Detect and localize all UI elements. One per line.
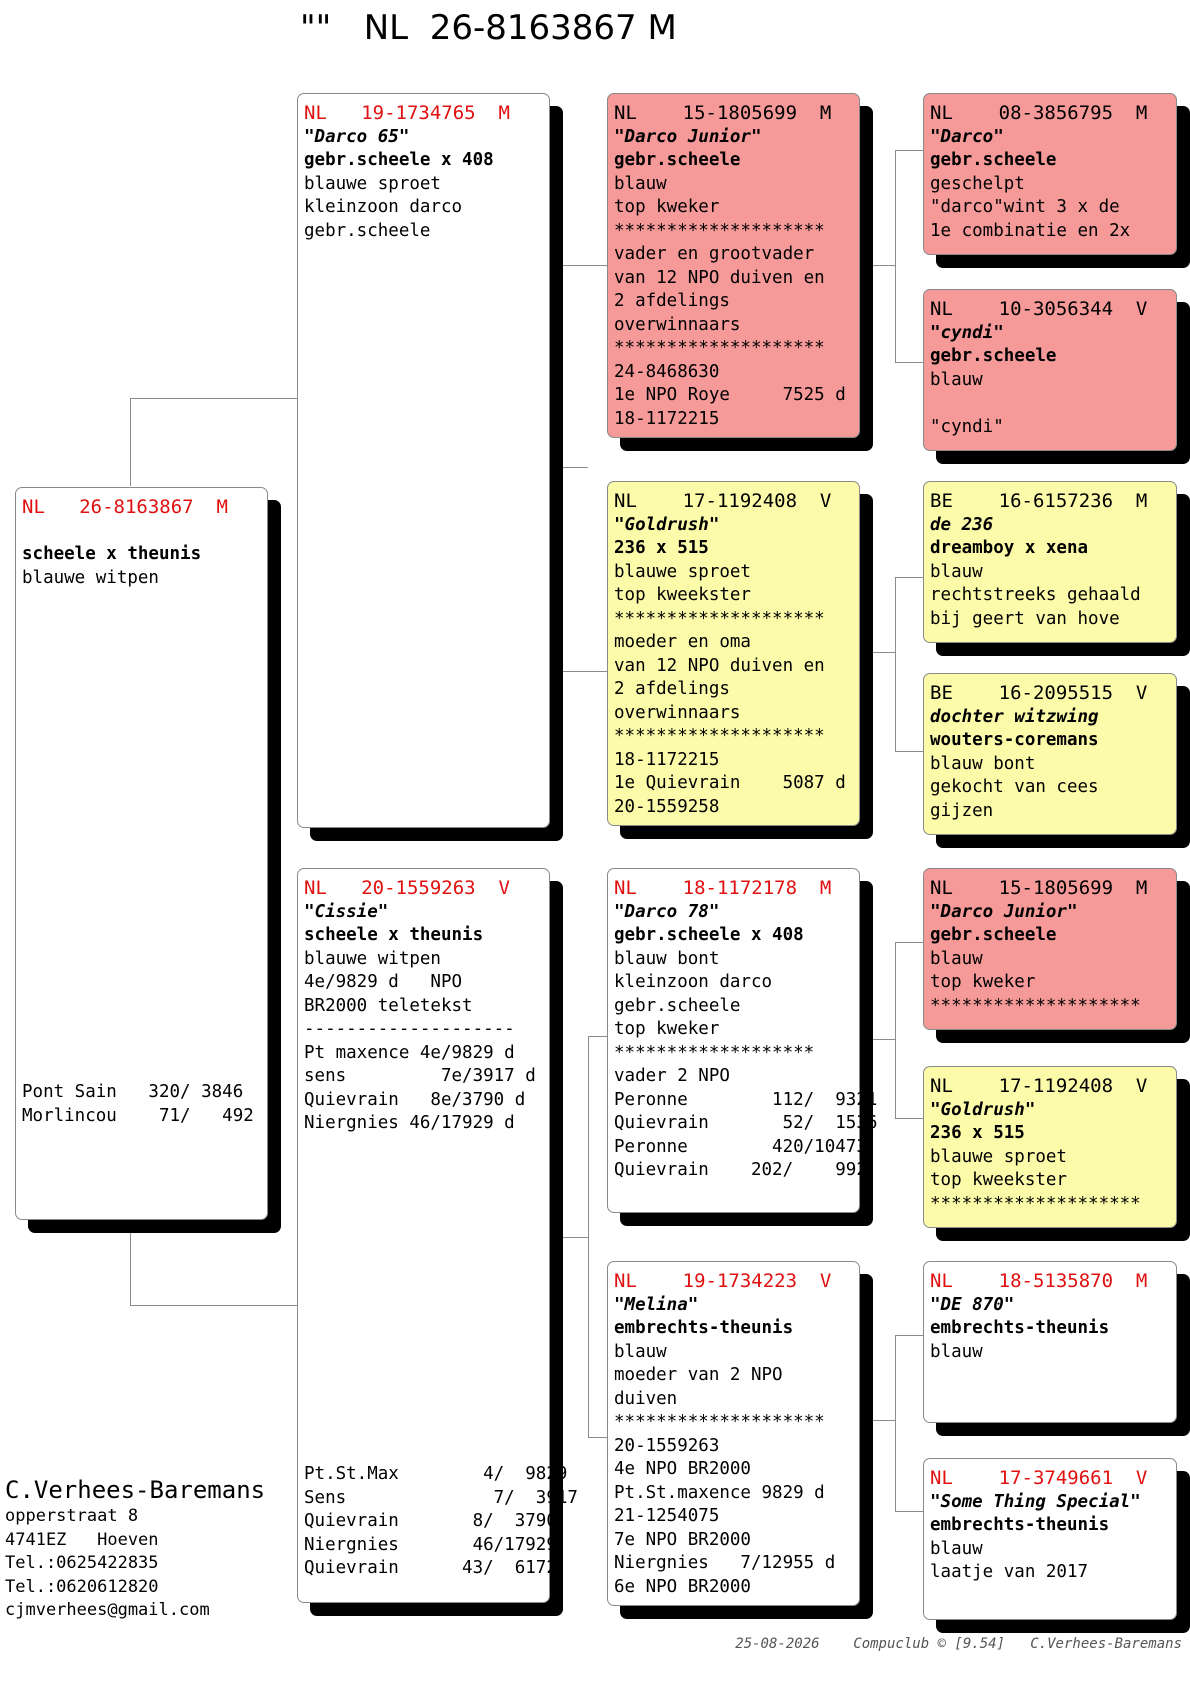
- pigeon-card-main: [15, 487, 268, 1220]
- pigeon-line: ********************: [614, 1412, 825, 1432]
- connector-line: [560, 671, 607, 672]
- race-result-line: Niergnies 46/17929: [304, 1534, 557, 1555]
- pigeon-line: 1e combinatie en 2x: [930, 220, 1131, 241]
- pigeon-line: ********************: [614, 608, 825, 629]
- pigeon-line: moeder van 2 NPO: [614, 1365, 783, 1385]
- pigeon-card-mf: [607, 868, 878, 1213]
- pigeon-line: [930, 392, 1171, 416]
- pigeon-line: gebr.scheele: [930, 150, 1057, 170]
- pigeon-line: gebr.scheele: [930, 346, 1057, 366]
- connector-line: [868, 1420, 895, 1421]
- pigeon-line: gebr.scheele: [930, 925, 1057, 945]
- pigeon-line: Niergnies 46/17929 d: [304, 1113, 515, 1133]
- race-result-line: Quievrain 43/ 6172: [304, 1558, 557, 1578]
- pigeon-line: gekocht van cees: [930, 777, 1099, 797]
- pigeon-card-mm: [607, 1261, 860, 1606]
- pigeon-line: top kweekster: [930, 1170, 1067, 1190]
- pigeon-line: 6e NPO BR2000: [614, 1576, 751, 1597]
- pedigree-title: "" NL 26-8163867 M: [300, 8, 677, 48]
- pigeon-line: 7e NPO BR2000: [614, 1529, 751, 1550]
- pigeon-line: ********************: [614, 220, 825, 241]
- pigeon-name: "Darco Junior": [614, 126, 762, 147]
- pigeon-ring-number: NL 19-1734223 V: [614, 1270, 832, 1292]
- pigeon-line: BR2000 teletekst: [304, 995, 473, 1016]
- pigeon-line: kleinzoon darco: [304, 197, 463, 217]
- pigeon-card-fff: [923, 93, 1177, 255]
- pigeon-line: scheele x theunis: [22, 544, 202, 564]
- connector-line: [895, 751, 923, 752]
- connector-line: [895, 150, 923, 151]
- pigeon-name: "Darco 65": [304, 126, 410, 147]
- race-result-line: Pt.St.Max 4/ 9829: [304, 1464, 568, 1484]
- pigeon-line: bij geert van hove: [930, 608, 1120, 629]
- connector-line: [868, 265, 895, 266]
- connector-line: [895, 362, 923, 363]
- owner-email: cjmverhees@gmail.com: [5, 1600, 210, 1620]
- pigeon-line: ********************: [614, 338, 825, 358]
- pigeon-line: blauw: [930, 561, 983, 582]
- pigeon-line: *******************: [614, 1042, 815, 1063]
- pigeon-line: 20-1559258: [614, 796, 720, 817]
- pigeon-line: 24-8468630: [614, 361, 720, 382]
- pigeon-line: 4e NPO BR2000: [614, 1459, 751, 1479]
- connector-line: [895, 577, 923, 578]
- pigeon-line: gijzen: [930, 800, 994, 821]
- pigeon-card-fmf: [923, 481, 1177, 643]
- race-results: [22, 1081, 263, 1128]
- pigeon-line: blauw: [930, 948, 983, 969]
- pigeon-line: --------------------: [304, 1019, 515, 1039]
- pigeon-ring-number: NL 19-1734765 M: [304, 102, 510, 124]
- pigeon-line: 1e Quievrain 5087 d: [614, 773, 846, 793]
- pigeon-line: blauw bont: [930, 753, 1036, 774]
- pigeon-line: gebr.scheele: [614, 150, 741, 170]
- race-result-line: Pont Sain 320/ 3846: [22, 1082, 244, 1102]
- pigeon-line: blauwe sproet: [930, 1146, 1067, 1167]
- pigeon-line: gebr.scheele x 408: [304, 150, 494, 170]
- pigeon-name: "Darco": [930, 126, 1004, 147]
- connector-line: [130, 1305, 297, 1306]
- race-results: [304, 1463, 578, 1581]
- owner-phone: Tel.:0625422835: [5, 1553, 159, 1573]
- pigeon-ring-number: NL 18-1172178 M: [614, 877, 832, 899]
- pigeon-name: dochter witzwing: [930, 706, 1099, 727]
- pigeon-line: gebr.scheele: [304, 220, 431, 241]
- pigeon-line: top kweker: [614, 197, 720, 217]
- pigeon-line: 4e/9829 d NPO: [304, 972, 463, 992]
- connector-line: [895, 942, 923, 943]
- connector-line: [130, 398, 297, 399]
- footer-credits: 25-08-2026 Compuclub © [9.54] C.Verhees-Baremans: [735, 1636, 1182, 1652]
- connector-line: [560, 265, 561, 671]
- pigeon-line: blauwe sproet: [304, 173, 441, 194]
- pigeon-line: top kweekster: [614, 585, 751, 605]
- pigeon-line: "cyndi": [930, 416, 1004, 437]
- connector-line: [560, 1237, 588, 1238]
- pigeon-line: geschelpt: [930, 173, 1025, 194]
- pigeon-line: gebr.scheele: [614, 995, 741, 1016]
- owner-street: opperstraat 8: [5, 1506, 139, 1526]
- pigeon-line: dreamboy x xena: [930, 538, 1089, 558]
- pigeon-line: 2 afdelings: [614, 679, 730, 699]
- pigeon-line: 21-1254075: [614, 1506, 720, 1526]
- pigeon-line: blauwe sproet: [614, 561, 751, 582]
- connector-line: [895, 1335, 923, 1336]
- pigeon-name: "Goldrush": [930, 1099, 1036, 1120]
- pigeon-name: "Cissie": [304, 901, 389, 922]
- pigeon-line: 236 x 515: [614, 538, 709, 558]
- pigeon-line: top kweker: [930, 972, 1036, 992]
- pigeon-card-fmm: [923, 673, 1177, 835]
- pigeon-line: Quievrain 52/ 1536: [614, 1113, 878, 1133]
- pigeon-line: [22, 520, 262, 544]
- pigeon-line: moeder en oma: [614, 632, 751, 652]
- pigeon-line: wouters-coremans: [930, 730, 1099, 750]
- pigeon-card-mff: [923, 868, 1177, 1030]
- pigeon-line: ********************: [930, 995, 1141, 1016]
- pigeon-card-mfm: [923, 1066, 1177, 1228]
- pigeon-line: vader 2 NPO: [614, 1066, 730, 1086]
- pigeon-line: Quievrain 8e/3790 d: [304, 1089, 526, 1110]
- pigeon-line: 18-1172215: [614, 408, 720, 429]
- pigeon-ring-number: NL 10-3056344 V: [930, 298, 1148, 320]
- pigeon-name: "Darco Junior": [930, 901, 1078, 922]
- pigeon-line: Niergnies 7/12955 d: [614, 1553, 836, 1573]
- pigeon-name: "Darco 78": [614, 901, 720, 922]
- pigeon-line: "darco"wint 3 x de: [930, 197, 1120, 217]
- pigeon-name: de 236: [930, 514, 994, 535]
- pigeon-line: van 12 NPO duiven en: [614, 655, 825, 676]
- pigeon-line: blauwe witpen: [304, 948, 441, 969]
- pigeon-line: rechtstreeks gehaald: [930, 585, 1141, 605]
- pigeon-ring-number: NL 20-1559263 V: [304, 877, 510, 899]
- pigeon-ring-number: BE 16-6157236 M: [930, 490, 1148, 512]
- pigeon-line: 20-1559263: [614, 1435, 720, 1456]
- pigeon-line: blauw: [930, 369, 983, 390]
- owner-phone: Tel.:0620612820: [5, 1576, 159, 1597]
- pigeon-line: overwinnaars: [614, 314, 741, 335]
- connector-line: [588, 1036, 607, 1037]
- pigeon-line: Pt maxence 4e/9829 d: [304, 1042, 515, 1063]
- pigeon-line: scheele x theunis: [304, 925, 484, 945]
- connector-line: [868, 1039, 895, 1040]
- owner-city: 4741EZ Hoeven: [5, 1529, 159, 1550]
- connector-line: [895, 577, 896, 751]
- race-result-line: Morlincou 71/ 492: [22, 1105, 254, 1126]
- pigeon-name: "Goldrush": [614, 514, 720, 535]
- connector-line: [560, 265, 607, 266]
- pigeon-line: top kweker: [614, 1019, 720, 1039]
- pigeon-card-ff: [607, 93, 860, 438]
- pigeon-card-mmf: [923, 1261, 1177, 1423]
- pigeon-ring-number: BE 16-2095515 V: [930, 682, 1148, 704]
- pigeon-card-ffm: [923, 289, 1177, 451]
- connector-line: [895, 1335, 896, 1511]
- card-lines: [22, 496, 262, 590]
- pigeon-line: Peronne 112/ 9321: [614, 1089, 878, 1110]
- pigeon-line: kleinzoon darco: [614, 972, 773, 992]
- pigeon-line: Pt.St.maxence 9829 d: [614, 1482, 825, 1503]
- pigeon-line: duiven: [614, 1388, 678, 1409]
- pigeon-line: ********************: [930, 1193, 1141, 1214]
- pigeon-line: van 12 NPO duiven en: [614, 267, 825, 288]
- pigeon-line: embrechts-theunis: [930, 1318, 1110, 1338]
- pigeon-name: "cyndi": [930, 322, 1004, 343]
- connector-line: [895, 150, 896, 362]
- pigeon-card-fm: [607, 481, 860, 826]
- pigeon-ring-number: NL 26-8163867 M: [22, 496, 228, 518]
- pigeon-line: Peronne 420/10473: [614, 1136, 867, 1157]
- owner-name: C.Verhees-Baremans: [5, 1476, 266, 1504]
- pigeon-line: 18-1172215: [614, 749, 720, 770]
- pigeon-line: gebr.scheele x 408: [614, 925, 804, 945]
- race-result-line: Sens 7/ 3917: [304, 1487, 578, 1508]
- connector-line: [588, 1036, 589, 1437]
- connector-line: [895, 1118, 923, 1119]
- pigeon-line: 2 afdelings: [614, 291, 730, 311]
- pigeon-name: "Melina": [614, 1294, 699, 1315]
- pigeon-card-mmm: [923, 1458, 1177, 1620]
- pigeon-name: "Some Thing Special": [930, 1491, 1141, 1512]
- pigeon-line: 1e NPO Roye 7525 d: [614, 385, 846, 405]
- pigeon-line: embrechts-theunis: [614, 1318, 794, 1338]
- pigeon-line: blauw bont: [614, 948, 720, 969]
- pigeon-ring-number: NL 17-1192408 V: [930, 1075, 1148, 1097]
- connector-line: [588, 1437, 607, 1438]
- pigeon-ring-number: NL 18-5135870 M: [930, 1270, 1148, 1292]
- pigeon-line: blauw: [930, 1538, 983, 1559]
- connector-line: [560, 467, 588, 468]
- connector-line: [130, 1230, 131, 1305]
- connector-line: [868, 652, 895, 653]
- pigeon-line: laatje van 2017: [930, 1562, 1089, 1582]
- pigeon-ring-number: NL 17-3749661 V: [930, 1467, 1148, 1489]
- pigeon-line: overwinnaars: [614, 702, 741, 723]
- pigeon-card-mother: [297, 868, 578, 1603]
- pigeon-ring-number: NL 15-1805699 M: [930, 877, 1148, 899]
- pigeon-name: "DE 870": [930, 1294, 1015, 1315]
- pigeon-line: ********************: [614, 726, 825, 746]
- pigeon-card-father: [297, 93, 550, 828]
- connector-line: [895, 942, 896, 1118]
- pigeon-line: sens 7e/3917 d: [304, 1066, 536, 1086]
- race-result-line: Quievrain 8/ 3790: [304, 1511, 557, 1531]
- pigeon-line: blauw: [614, 173, 667, 194]
- pigeon-line: blauw: [930, 1341, 983, 1362]
- pigeon-line: vader en grootvader: [614, 244, 815, 264]
- pigeon-ring-number: NL 17-1192408 V: [614, 490, 832, 512]
- pigeon-line: Quievrain 202/ 992: [614, 1160, 867, 1180]
- owner-info: [5, 1475, 265, 1623]
- pigeon-line: embrechts-theunis: [930, 1515, 1110, 1535]
- connector-line: [895, 1511, 923, 1512]
- connector-line: [130, 398, 131, 486]
- pigeon-ring-number: NL 15-1805699 M: [614, 102, 832, 124]
- pigeon-line: blauwe witpen: [22, 567, 159, 588]
- pigeon-ring-number: NL 08-3856795 M: [930, 102, 1148, 124]
- pigeon-line: blauw: [614, 1341, 667, 1362]
- pigeon-line: 236 x 515: [930, 1123, 1025, 1143]
